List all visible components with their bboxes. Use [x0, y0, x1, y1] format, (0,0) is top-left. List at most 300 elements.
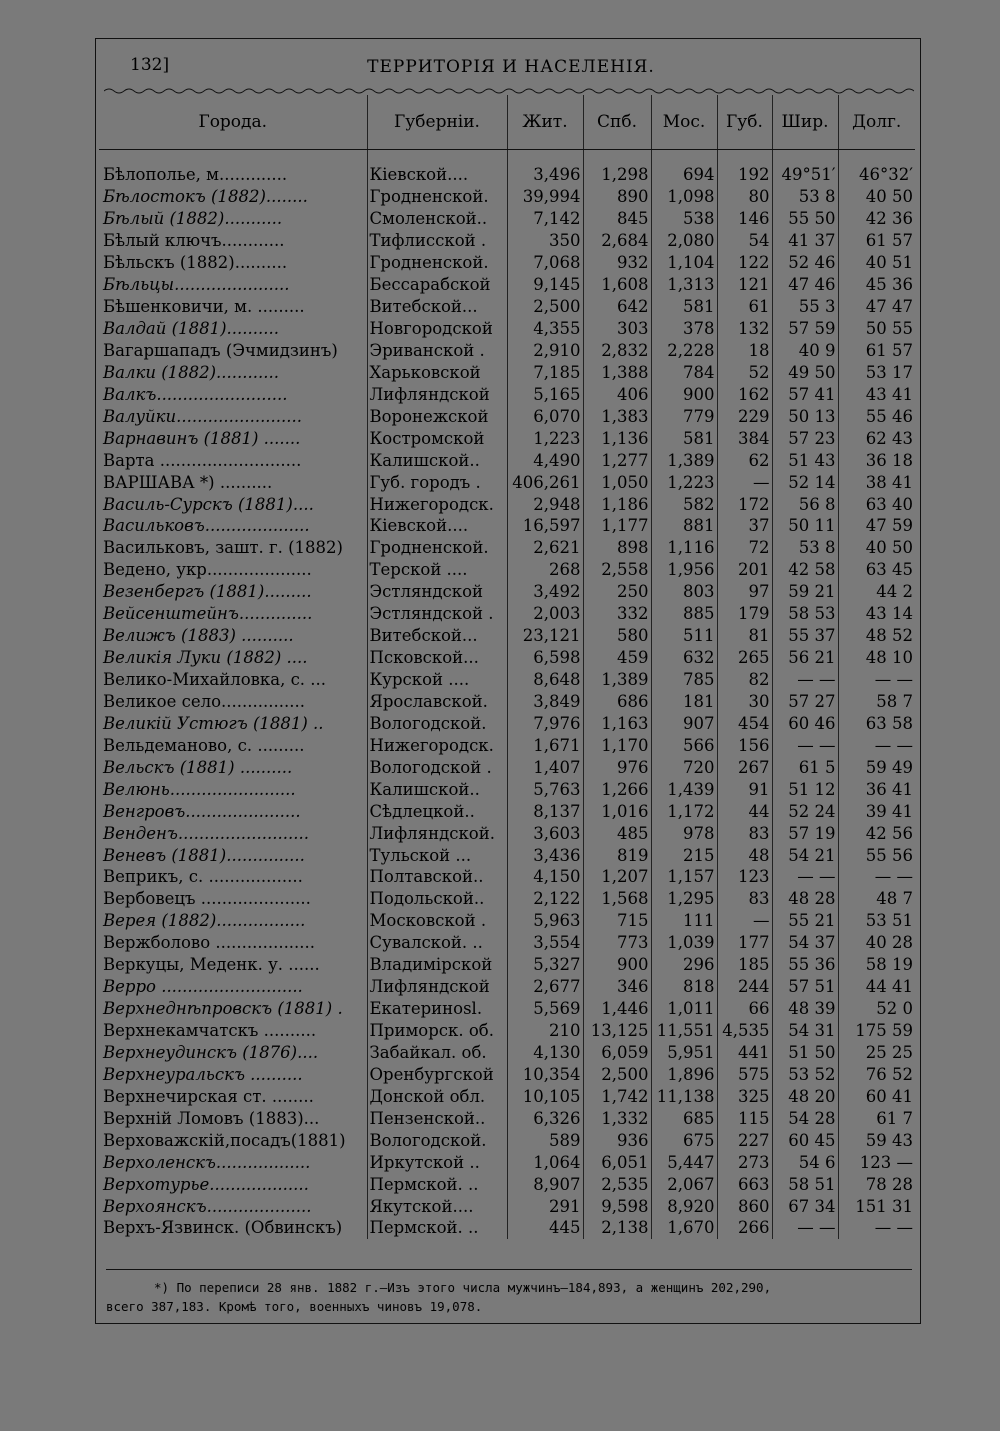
- cell-dolg: 53 51: [838, 910, 915, 932]
- cell-dolg: 43 14: [838, 603, 915, 625]
- cell-mos: 581: [651, 296, 717, 318]
- cell-mos: 1,011: [651, 998, 717, 1020]
- cell-mos: 818: [651, 976, 717, 998]
- cell-zhit: 2,948: [507, 493, 583, 515]
- cell-dolg: 50 55: [838, 318, 915, 340]
- cell-gubd: 860: [717, 1195, 772, 1217]
- cell-shir: 54 31: [772, 1020, 838, 1042]
- cell-spb: 1,568: [583, 888, 651, 910]
- cell-city: Валуйки........................: [103, 406, 303, 426]
- cell-mos: 1,313: [651, 274, 717, 296]
- table-row: [99, 186, 915, 208]
- cell-gubd: 91: [717, 778, 772, 800]
- cell-mos: 784: [651, 361, 717, 383]
- cell-shir: 55 37: [772, 625, 838, 647]
- cell-zhit: 589: [507, 1129, 583, 1151]
- cell-dolg: 42 56: [838, 822, 915, 844]
- cell-city: Венденъ.........................: [103, 823, 309, 843]
- cell-gubd: —: [717, 471, 772, 493]
- cell-gubd: 229: [717, 405, 772, 427]
- cell-spb: 1,050: [583, 471, 651, 493]
- cell-shir: — —: [772, 734, 838, 756]
- cell-city: Ведено, укр....................: [103, 560, 312, 580]
- cell-zhit: 5,763: [507, 778, 583, 800]
- cell-shir: 57 19: [772, 822, 838, 844]
- cell-city: Верхнеудинскъ (1876)....: [103, 1042, 319, 1062]
- table-row: [99, 888, 915, 910]
- cell-mos: 5,951: [651, 1042, 717, 1064]
- cell-gub: Тифлисской .: [367, 230, 507, 252]
- cell-dolg: 58 19: [838, 954, 915, 976]
- cell-gubd: 185: [717, 954, 772, 976]
- cell-gub: Лифляндской.: [367, 822, 507, 844]
- table-row: [99, 515, 915, 537]
- cell-spb: 932: [583, 252, 651, 274]
- cell-dolg: 47 47: [838, 296, 915, 318]
- cell-shir: 54 28: [772, 1107, 838, 1129]
- cell-gub: Нижегородск.: [367, 493, 507, 515]
- cell-gubd: 54: [717, 230, 772, 252]
- cell-gub: Забайкал. об.: [367, 1042, 507, 1064]
- cell-city: Верхоленскъ..................: [103, 1152, 311, 1172]
- cell-gub: Тульской ...: [367, 844, 507, 866]
- table-row: [99, 756, 915, 778]
- cell-spb: 2,832: [583, 340, 651, 362]
- cell-gub: Бессарабской: [367, 274, 507, 296]
- cell-city: Веркуцы, Меденк. у. ......: [103, 955, 320, 975]
- cell-mos: 1,295: [651, 888, 717, 910]
- cell-gubd: 121: [717, 274, 772, 296]
- cell-dolg: 53 17: [838, 361, 915, 383]
- cell-shir: 58 53: [772, 603, 838, 625]
- cell-dolg: 55 46: [838, 405, 915, 427]
- cell-mos: 1,896: [651, 1063, 717, 1085]
- cell-mos: 694: [651, 150, 717, 186]
- col-header-shir: Шир.: [772, 95, 838, 150]
- cell-dolg: 43 41: [838, 383, 915, 405]
- cell-mos: 2,067: [651, 1173, 717, 1195]
- cell-spb: 1,207: [583, 866, 651, 888]
- cell-dolg: 47 59: [838, 515, 915, 537]
- cell-shir: 57 51: [772, 976, 838, 998]
- col-header-gub: Губ.: [717, 95, 772, 150]
- cell-gub: Лифляндской: [367, 383, 507, 405]
- cell-gub: Гродненской.: [367, 537, 507, 559]
- cell-zhit: 8,648: [507, 669, 583, 691]
- cell-mos: 1,223: [651, 471, 717, 493]
- cell-gub: Ярославской.: [367, 691, 507, 713]
- cell-gubd: 66: [717, 998, 772, 1020]
- cell-gubd: 52: [717, 361, 772, 383]
- cell-spb: 459: [583, 647, 651, 669]
- cell-zhit: 23,121: [507, 625, 583, 647]
- cell-spb: 303: [583, 318, 651, 340]
- cell-gubd: 172: [717, 493, 772, 515]
- cell-gub: Калишской..: [367, 449, 507, 471]
- cell-spb: 1,389: [583, 669, 651, 691]
- cell-gubd: 37: [717, 515, 772, 537]
- cell-mos: 1,172: [651, 800, 717, 822]
- cell-zhit: 10,105: [507, 1085, 583, 1107]
- cell-gub: Полтавской..: [367, 866, 507, 888]
- cell-zhit: 2,122: [507, 888, 583, 910]
- book-page: [95, 38, 921, 1324]
- cell-zhit: 1,671: [507, 734, 583, 756]
- table-row: [99, 844, 915, 866]
- cell-city: Варта ...........................: [103, 450, 302, 470]
- cell-gub: Эстляндской: [367, 581, 507, 603]
- cell-city: Веприкъ, с. ..................: [103, 867, 303, 887]
- cell-mos: 581: [651, 427, 717, 449]
- cell-gub: Сѣдлецкой..: [367, 800, 507, 822]
- cell-spb: 250: [583, 581, 651, 603]
- table-row: [99, 998, 915, 1020]
- table-row: [99, 1085, 915, 1107]
- cell-gubd: 192: [717, 150, 772, 186]
- table-row: [99, 383, 915, 405]
- cell-shir: 51 12: [772, 778, 838, 800]
- cell-gubd: 61: [717, 296, 772, 318]
- cell-gub: Пермской. ..: [367, 1217, 507, 1239]
- cell-dolg: 48 7: [838, 888, 915, 910]
- cell-spb: 1,388: [583, 361, 651, 383]
- table-row: [99, 405, 915, 427]
- cell-shir: 48 20: [772, 1085, 838, 1107]
- cell-gub: Курской ....: [367, 669, 507, 691]
- cell-shir: 55 21: [772, 910, 838, 932]
- cell-city: Великое село................: [103, 691, 305, 711]
- running-head: [116, 55, 906, 79]
- cell-mos: 779: [651, 405, 717, 427]
- cell-shir: 60 45: [772, 1129, 838, 1151]
- cell-dolg: 59 43: [838, 1129, 915, 1151]
- cell-dolg: 78 28: [838, 1173, 915, 1195]
- cell-shir: 53 8: [772, 537, 838, 559]
- cell-zhit: 350: [507, 230, 583, 252]
- cell-mos: 296: [651, 954, 717, 976]
- cell-city: Верхоянскъ....................: [103, 1196, 312, 1216]
- cell-shir: 42 58: [772, 559, 838, 581]
- cell-shir: 52 24: [772, 800, 838, 822]
- col-header-spb: Спб.: [583, 95, 651, 150]
- table-row: [99, 559, 915, 581]
- cell-shir: — —: [772, 669, 838, 691]
- cell-spb: 1,446: [583, 998, 651, 1020]
- cell-city: Бѣльцы......................: [103, 275, 290, 295]
- cell-spb: 900: [583, 954, 651, 976]
- cell-spb: 580: [583, 625, 651, 647]
- table-row: [99, 625, 915, 647]
- cell-city: Бѣлый (1882)...........: [103, 209, 283, 229]
- cell-gubd: 325: [717, 1085, 772, 1107]
- cell-shir: 51 50: [772, 1042, 838, 1064]
- cell-city: Василь-Сурскъ (1881)....: [103, 494, 314, 514]
- cell-shir: 57 41: [772, 383, 838, 405]
- footnote: [106, 1269, 912, 1316]
- cell-gubd: 48: [717, 844, 772, 866]
- table-row: [99, 734, 915, 756]
- cell-shir: 67 34: [772, 1195, 838, 1217]
- cell-zhit: 2,910: [507, 340, 583, 362]
- cell-spb: 13,125: [583, 1020, 651, 1042]
- cell-zhit: 1,407: [507, 756, 583, 778]
- cell-zhit: 8,137: [507, 800, 583, 822]
- cell-city: Верхотурье...................: [103, 1174, 309, 1194]
- table-row: [99, 1151, 915, 1173]
- cell-gub: Пензенской..: [367, 1107, 507, 1129]
- cell-zhit: 2,677: [507, 976, 583, 998]
- col-header-city: Города.: [99, 95, 367, 150]
- table-row: [99, 1063, 915, 1085]
- cell-dolg: 175 59: [838, 1020, 915, 1042]
- cell-spb: 890: [583, 186, 651, 208]
- cell-dolg: 52 0: [838, 998, 915, 1020]
- table-row: [99, 274, 915, 296]
- cell-gub: Калишской..: [367, 778, 507, 800]
- cell-shir: 55 36: [772, 954, 838, 976]
- table-row: [99, 1020, 915, 1042]
- col-header-mos: Мос.: [651, 95, 717, 150]
- cell-zhit: 2,500: [507, 296, 583, 318]
- cell-shir: 53 8: [772, 186, 838, 208]
- cell-shir: 56 21: [772, 647, 838, 669]
- cell-spb: 1,277: [583, 449, 651, 471]
- cell-mos: 900: [651, 383, 717, 405]
- cell-dolg: 36 41: [838, 778, 915, 800]
- cell-mos: 907: [651, 712, 717, 734]
- table-row: [99, 778, 915, 800]
- cell-spb: 773: [583, 932, 651, 954]
- cell-gubd: 72: [717, 537, 772, 559]
- cell-spb: 976: [583, 756, 651, 778]
- col-header-gubernia: Губерніи.: [367, 95, 507, 150]
- cell-spb: 1,136: [583, 427, 651, 449]
- cell-mos: 8,920: [651, 1195, 717, 1217]
- cell-gubd: 44: [717, 800, 772, 822]
- cell-dolg: 62 43: [838, 427, 915, 449]
- cell-zhit: 1,223: [507, 427, 583, 449]
- cell-dolg: 63 45: [838, 559, 915, 581]
- cell-city: Верховажскій,посадъ(1881): [103, 1130, 346, 1150]
- cell-city: Бѣлостокъ (1882)........: [103, 187, 308, 207]
- cell-dolg: 40 51: [838, 252, 915, 274]
- cell-dolg: 48 52: [838, 625, 915, 647]
- cell-gub: Оренбургской: [367, 1063, 507, 1085]
- cell-gub: Владимірской: [367, 954, 507, 976]
- cell-zhit: 7,976: [507, 712, 583, 734]
- table-row: [99, 691, 915, 713]
- cell-gub: Эстляндской .: [367, 603, 507, 625]
- cell-gubd: 115: [717, 1107, 772, 1129]
- cell-zhit: 445: [507, 1217, 583, 1239]
- cell-mos: 632: [651, 647, 717, 669]
- cell-spb: 642: [583, 296, 651, 318]
- cell-shir: 61 5: [772, 756, 838, 778]
- cell-mos: 378: [651, 318, 717, 340]
- cell-shir: 59 21: [772, 581, 838, 603]
- table-row: [99, 1217, 915, 1239]
- cell-city: Вержболово ...................: [103, 933, 316, 953]
- cell-dolg: 58 7: [838, 691, 915, 713]
- table-row: [99, 471, 915, 493]
- cell-zhit: 3,554: [507, 932, 583, 954]
- cell-gub: Приморск. об.: [367, 1020, 507, 1042]
- cell-shir: 54 21: [772, 844, 838, 866]
- cell-city: ВАРШАВА *) ..........: [103, 472, 273, 492]
- table-row: [99, 581, 915, 603]
- cell-city: Вельскъ (1881) ..........: [103, 757, 293, 777]
- cell-zhit: 6,326: [507, 1107, 583, 1129]
- cell-gub: Костромской: [367, 427, 507, 449]
- cell-dolg: 44 2: [838, 581, 915, 603]
- cell-gubd: 4,535: [717, 1020, 772, 1042]
- cell-spb: 1,016: [583, 800, 651, 822]
- table-row: [99, 669, 915, 691]
- cell-zhit: 210: [507, 1020, 583, 1042]
- cell-dolg: — —: [838, 866, 915, 888]
- cell-mos: 785: [651, 669, 717, 691]
- cell-dolg: 123 —: [838, 1151, 915, 1173]
- wavy-rule: [104, 87, 914, 95]
- table-row: [99, 296, 915, 318]
- cell-gub: Вологодской.: [367, 1129, 507, 1151]
- cell-gub: Московской .: [367, 910, 507, 932]
- cell-city: Великія Луки (1882) ....: [103, 648, 308, 668]
- cell-spb: 1,177: [583, 515, 651, 537]
- cell-gubd: 123: [717, 866, 772, 888]
- cell-mos: 1,116: [651, 537, 717, 559]
- cell-city: Великій Устюгъ (1881) ..: [103, 713, 324, 733]
- cell-mos: 881: [651, 515, 717, 537]
- cell-spb: 6,051: [583, 1151, 651, 1173]
- cell-shir: 40 9: [772, 340, 838, 362]
- cell-gubd: 81: [717, 625, 772, 647]
- cell-gubd: 162: [717, 383, 772, 405]
- cell-shir: 50 11: [772, 515, 838, 537]
- table-row: [99, 647, 915, 669]
- cell-city: Верхнеуральскъ ..........: [103, 1064, 303, 1084]
- cell-gubd: 18: [717, 340, 772, 362]
- cell-gubd: 146: [717, 208, 772, 230]
- cell-mos: 511: [651, 625, 717, 647]
- cell-gubd: 62: [717, 449, 772, 471]
- cell-shir: 48 39: [772, 998, 838, 1020]
- table-row: [99, 252, 915, 274]
- cell-spb: 2,535: [583, 1173, 651, 1195]
- cell-zhit: 3,436: [507, 844, 583, 866]
- cell-city: Верхнеднѣпровскъ (1881) .: [103, 999, 343, 1019]
- cell-mos: 11,551: [651, 1020, 717, 1042]
- cell-city: Бѣлый ключъ............: [103, 231, 285, 251]
- cell-spb: 686: [583, 691, 651, 713]
- cell-dolg: 40 50: [838, 537, 915, 559]
- cell-gubd: 83: [717, 888, 772, 910]
- cell-zhit: 406,261: [507, 471, 583, 493]
- population-table: [99, 95, 915, 1239]
- cell-mos: 111: [651, 910, 717, 932]
- cell-zhit: 3,849: [507, 691, 583, 713]
- cell-city: Верхнечирская ст. ........: [103, 1086, 314, 1106]
- cell-gub: Сувалской. ..: [367, 932, 507, 954]
- cell-city: Верхъ-Язвинск. (Обвинскъ): [103, 1218, 343, 1238]
- cell-spb: 346: [583, 976, 651, 998]
- cell-shir: 55 50: [772, 208, 838, 230]
- cell-dolg: 151 31: [838, 1195, 915, 1217]
- cell-zhit: 7,185: [507, 361, 583, 383]
- table-row: [99, 361, 915, 383]
- cell-shir: 52 46: [772, 252, 838, 274]
- cell-gub: Лифляндской: [367, 976, 507, 998]
- cell-dolg: — —: [838, 669, 915, 691]
- cell-spb: 2,138: [583, 1217, 651, 1239]
- cell-city: Вейсенштейнъ..............: [103, 604, 313, 624]
- cell-spb: 819: [583, 844, 651, 866]
- cell-zhit: 2,003: [507, 603, 583, 625]
- cell-gubd: 244: [717, 976, 772, 998]
- table-row: [99, 1107, 915, 1129]
- cell-spb: 936: [583, 1129, 651, 1151]
- cell-gubd: 663: [717, 1173, 772, 1195]
- cell-gub: Харьковской: [367, 361, 507, 383]
- cell-spb: 1,163: [583, 712, 651, 734]
- cell-zhit: 291: [507, 1195, 583, 1217]
- cell-gubd: 83: [717, 822, 772, 844]
- cell-zhit: 6,070: [507, 405, 583, 427]
- cell-shir: 52 14: [772, 471, 838, 493]
- cell-mos: 5,447: [651, 1151, 717, 1173]
- cell-gubd: 80: [717, 186, 772, 208]
- cell-gubd: 273: [717, 1151, 772, 1173]
- cell-spb: 2,684: [583, 230, 651, 252]
- page-number: 132]: [130, 55, 170, 75]
- cell-zhit: 5,165: [507, 383, 583, 405]
- cell-shir: 56 8: [772, 493, 838, 515]
- cell-mos: 2,080: [651, 230, 717, 252]
- cell-city: Веневъ (1881)...............: [103, 845, 305, 865]
- cell-zhit: 3,496: [507, 150, 583, 186]
- cell-city: Валдай (1881)..........: [103, 319, 279, 339]
- cell-shir: 54 6: [772, 1151, 838, 1173]
- cell-shir: 48 28: [772, 888, 838, 910]
- table-row: [99, 449, 915, 471]
- cell-mos: 885: [651, 603, 717, 625]
- cell-city: Велюнь........................: [103, 779, 296, 799]
- cell-spb: 1,742: [583, 1085, 651, 1107]
- cell-shir: 47 46: [772, 274, 838, 296]
- cell-city: Бѣлополье, м.............: [103, 165, 288, 185]
- cell-dolg: 42 36: [838, 208, 915, 230]
- cell-zhit: 4,355: [507, 318, 583, 340]
- table-row: [99, 208, 915, 230]
- cell-mos: 675: [651, 1129, 717, 1151]
- cell-dolg: 55 56: [838, 844, 915, 866]
- footnote-line-2: всего 387,183. Кромѣ того, военныхъ чиновъ 19,078.: [106, 1299, 483, 1314]
- cell-zhit: 2,621: [507, 537, 583, 559]
- cell-gubd: 575: [717, 1063, 772, 1085]
- cell-gubd: 177: [717, 932, 772, 954]
- cell-mos: 720: [651, 756, 717, 778]
- cell-city: Варнавинъ (1881) .......: [103, 428, 301, 448]
- table-body: [99, 150, 915, 1239]
- table-row: [99, 150, 915, 186]
- cell-zhit: 39,994: [507, 186, 583, 208]
- cell-dolg: — —: [838, 734, 915, 756]
- cell-gubd: 156: [717, 734, 772, 756]
- table-row: [99, 318, 915, 340]
- cell-gub: Екатеринosl.: [367, 998, 507, 1020]
- table-row: [99, 603, 915, 625]
- cell-shir: 57 23: [772, 427, 838, 449]
